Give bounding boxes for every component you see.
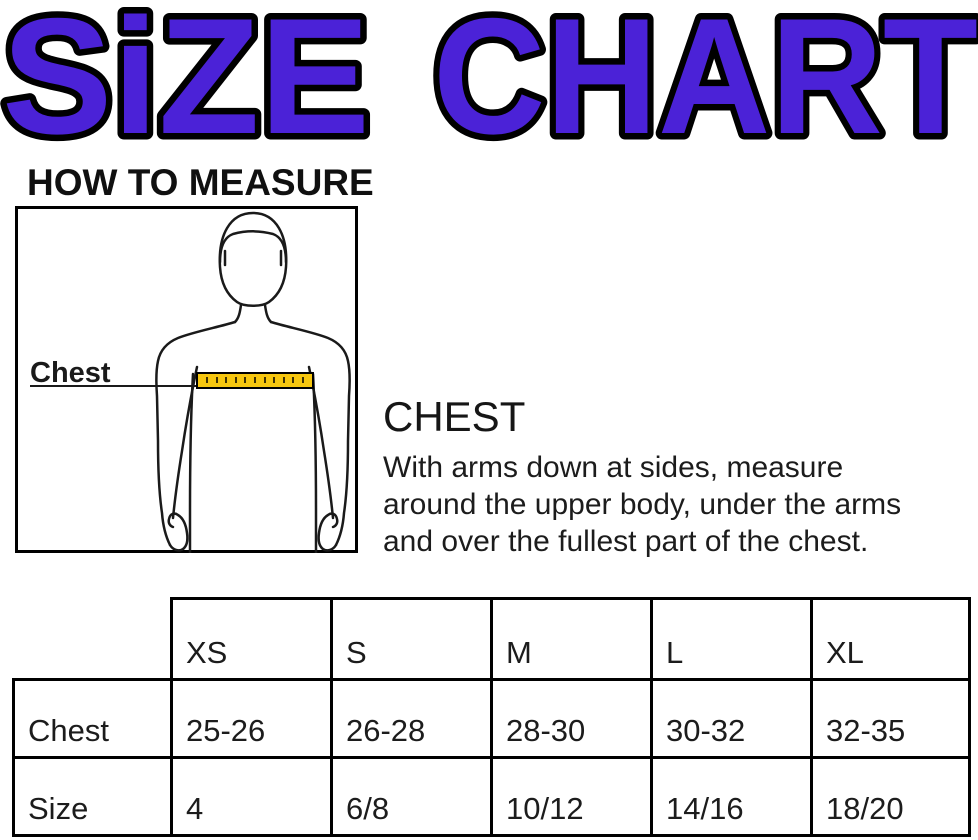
chest-instruction-line: With arms down at sides, measure	[383, 451, 844, 484]
chest-section-heading: CHEST	[383, 393, 526, 440]
col-header-xs: XS	[172, 599, 332, 680]
cell-chest-s: 26-28	[332, 680, 492, 758]
row-label-size: Size	[14, 758, 172, 836]
chest-figure-label: Chest	[30, 357, 111, 389]
table-corner-blank	[14, 599, 172, 680]
cell-size-m: 10/12	[492, 758, 652, 836]
title-word-chart: CHART	[433, 0, 978, 152]
table-row-size	[14, 758, 970, 836]
chest-instructions	[383, 449, 901, 560]
table-row-chest	[14, 680, 970, 758]
size-chart-title	[0, 0, 978, 152]
how-to-measure-heading: HOW TO MEASURE	[27, 162, 374, 203]
tape-measure-icon	[197, 373, 313, 388]
title-word-size: SiZE	[2, 0, 370, 152]
cell-chest-m: 28-30	[492, 680, 652, 758]
chest-instruction-line: and over the fullest part of the chest.	[383, 525, 869, 558]
col-header-l: L	[652, 599, 812, 680]
chest-instruction-line: around the upper body, under the arms	[383, 488, 902, 521]
col-header-m: M	[492, 599, 652, 680]
cell-size-xs: 4	[172, 758, 332, 836]
col-header-s: S	[332, 599, 492, 680]
cell-chest-xl: 32-35	[812, 680, 970, 758]
cell-size-xl: 18/20	[812, 758, 970, 836]
cell-chest-l: 30-32	[652, 680, 812, 758]
col-header-xl: XL	[812, 599, 970, 680]
cell-chest-xs: 25-26	[172, 680, 332, 758]
cell-size-s: 6/8	[332, 758, 492, 836]
cell-size-l: 14/16	[652, 758, 812, 836]
table-header-row	[14, 599, 970, 680]
measure-figure	[15, 206, 358, 553]
size-table	[12, 597, 971, 837]
row-label-chest: Chest	[14, 680, 172, 758]
